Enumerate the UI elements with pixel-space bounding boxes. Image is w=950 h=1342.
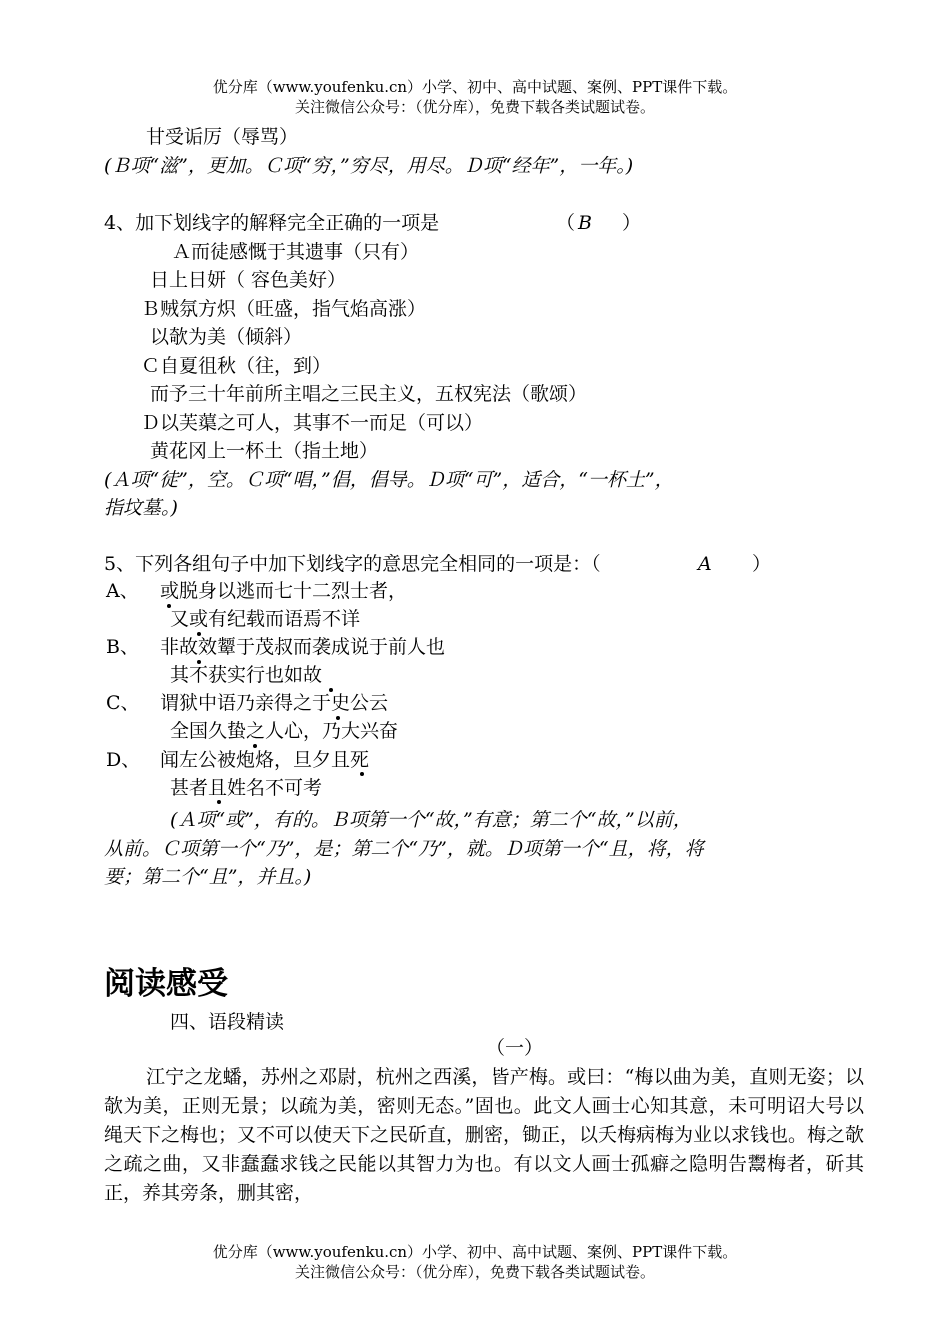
q5-option-label: C、 [106,692,140,714]
section-title: 阅读感受 [104,966,228,1002]
q4-stem: 4、加下划线字的解释完全正确的一项是 [104,212,440,234]
q5-option-sentence: 全国久蛰之人心，乃大兴奋 [170,720,399,742]
q4-option: Ｄ以芙蕖之可人，其事不一而足（可以） [141,412,484,434]
q4-answer-close: ） [622,212,642,234]
q4-explanation-line-1: (Ａ项“徒”，空。Ｃ项“唱，”倡，倡导。Ｄ项“可”，适合，“一杯土”， [104,469,674,491]
part-label: （一） [486,1037,544,1059]
footer-line-1: 优分库（www.youfenku.cn）小学、初中、高中试题、案例、PPT课件下载。 [212,1243,738,1261]
emphasis-dot [197,632,201,636]
q4-option: 日上日妍（ 容色美好） [150,269,347,291]
page-header [0,77,950,117]
q5-explanation-line-3: 要；第二个“且”，并且。) [104,866,312,888]
q5-option-sentence: 闻左公被炮烙，旦夕且死 [160,749,370,771]
section-subtitle: 四、语段精读 [170,1011,285,1033]
emphasis-dot [360,772,364,776]
emphasis-dot [217,800,221,804]
header-line-1: 优分库（www.youfenku.cn）小学、初中、高中试题、案例、PPT课件下载。 [212,78,738,96]
q4-option: 以欹为美（倾斜） [150,326,303,348]
q5-option-label: D、 [106,749,141,771]
q5-stem: 5、下列各组句子中加下划线字的意思完全相同的一项是：（ [104,553,601,575]
q5-option-label: B、 [106,636,139,658]
q4-option: 黄花冈上一杯土（指土地） [150,440,379,462]
q5-option-label: A、 [106,580,139,602]
header-line-2: 关注微信公众号：（优分库），免费下载各类试题试卷。 [294,98,655,116]
passage-paragraph: 江宁之龙蟠，苏州之邓尉，杭州之西溪，皆产梅。或曰：“梅以曲为美，直则无姿；以欹为美，正则无景；以疏为美，密则无态。”固也。此文人画士心知其意，未可明诏大号以绳天下之梅也；又不可以使天下之民斫直，删密，锄正，以夭梅病梅为业以求钱也。梅之欹之疏之曲，又非蠢蠢求钱之民能以其智力为也。有以文人画士孤癖之隐明告鬻梅者，斫其正，养其旁条，删其密， [104,1066,865,1204]
q4-option: 而予三十年前所主唱之三民主义，五权宪法（歌颂） [150,383,588,405]
q5-explanation-line-1: (Ａ项“或”，有的。Ｂ项第一个“故，”有意；第二个“故，”以前， [170,809,692,831]
emphasis-dot [329,688,333,692]
q5-option-sentence: 其不获实行也如故 [170,664,323,686]
q3-explanation: (Ｂ项“滋”，更加。Ｃ项“穷，”穷尽，用尽。Ｄ项“经年”，一年。) [104,155,634,177]
q5-answer: A [698,553,712,575]
q5-option-sentence: 甚者且姓名不可考 [170,777,323,799]
emphasis-dot [336,716,340,720]
footer-line-2: 关注微信公众号：（优分库），免费下载各类试题试卷。 [294,1263,655,1281]
q4-option: Ｂ贼氛方炽（旺盛，指气焰高涨） [141,298,427,320]
emphasis-dot [167,604,171,608]
page-footer [0,1242,950,1282]
q5-option-sentence: 或脱身以逃而七十二烈士者， [160,580,408,602]
q4-explanation-line-2: 指坟墓。) [104,497,178,519]
q4-answer: B [578,212,592,234]
q3-item: 甘受诟厉（辱骂） [146,126,299,148]
q5-answer-close: ） [752,553,772,575]
q5-explanation-line-2: 从前。Ｃ项第一个“乃”，是；第二个“乃”，就。Ｄ项第一个“且，将，将 [104,838,704,860]
q4-option: Ａ而徒感慨于其遗事（只有） [172,241,420,263]
emphasis-dot [197,660,201,664]
q4-option: Ｃ自夏徂秋（往，到） [141,355,332,377]
q4-answer-open: （ [556,212,576,234]
q5-option-sentence: 谓狱中语乃亲得之于史公云 [160,692,389,714]
emphasis-dot [253,744,257,748]
q5-option-sentence: 又或有纪载而语焉不详 [170,608,361,630]
q5-option-sentence: 非故效颦于茂叔而袭成说于前人也 [160,636,446,658]
